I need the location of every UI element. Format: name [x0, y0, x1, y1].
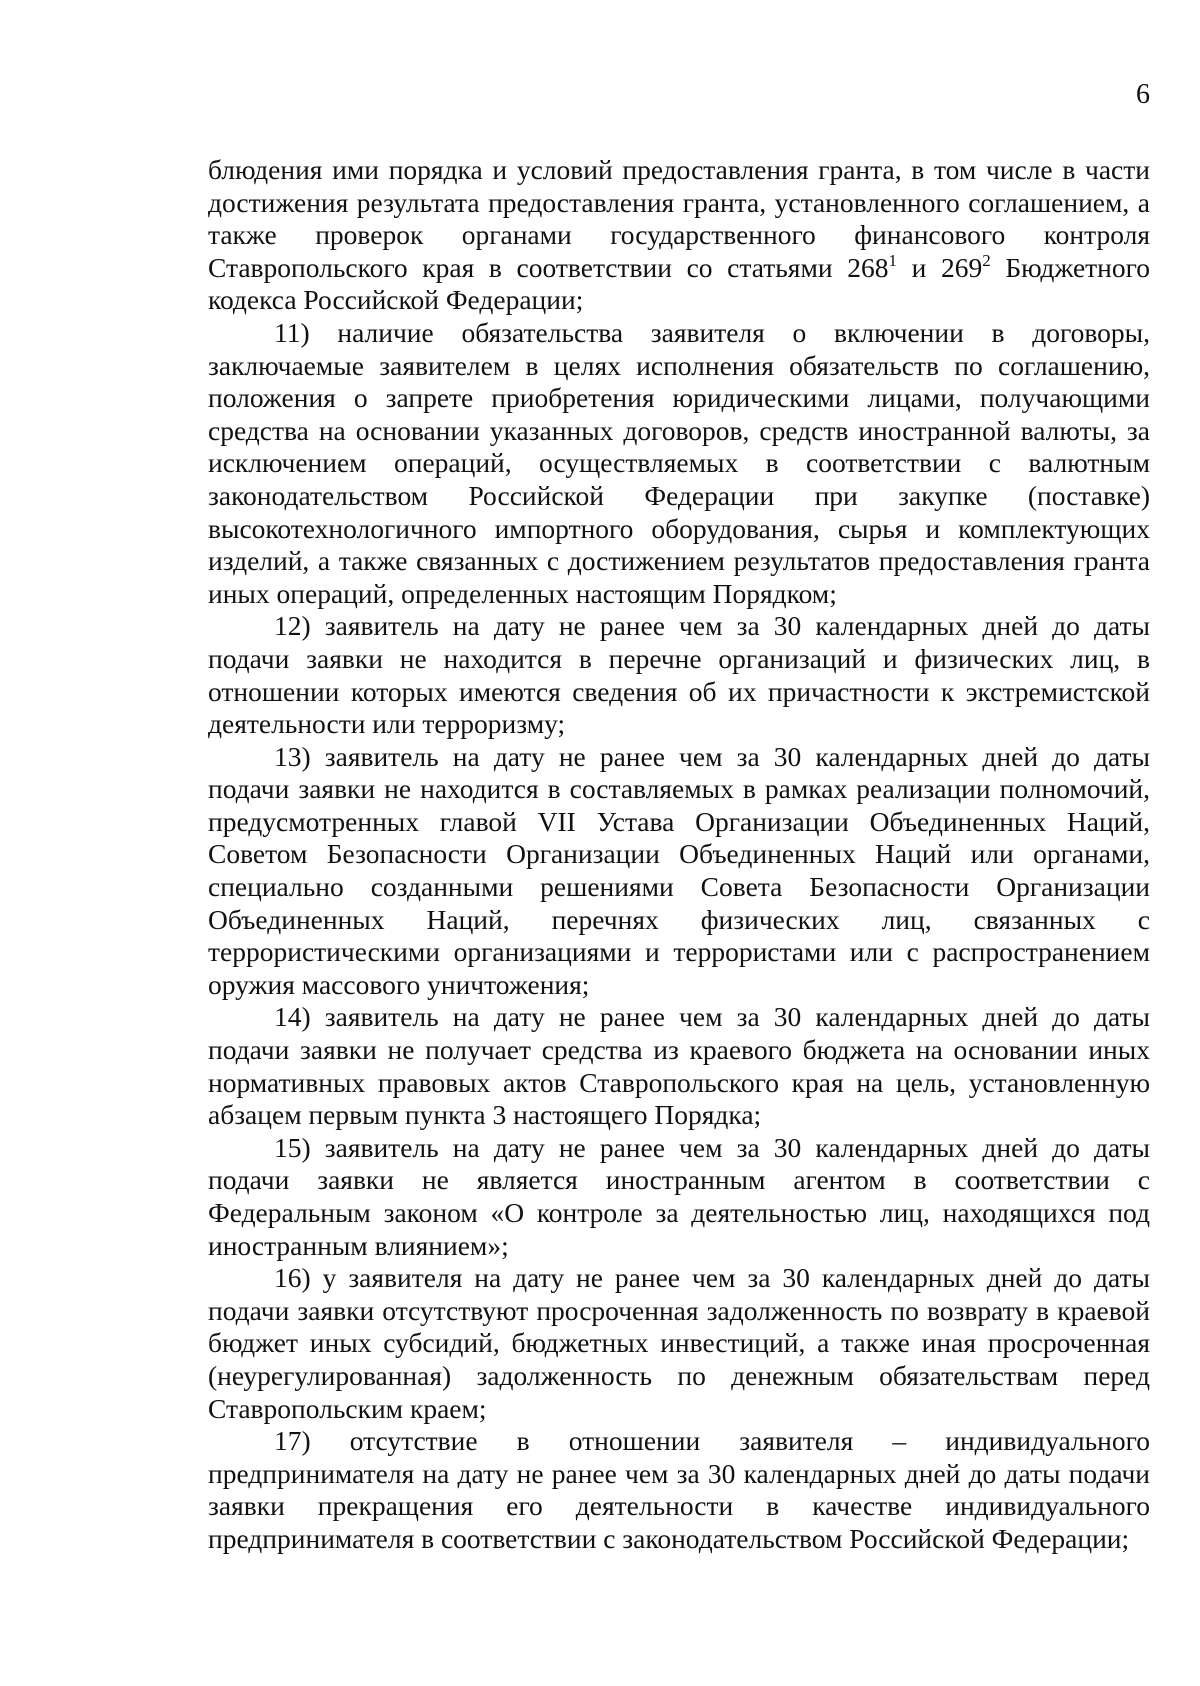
paragraph-item-16: 16) у заявителя на дату не ранее чем за 30 календарных дней до даты подачи заявки отсутствуют просроченная задолженность по возврату в краевой бюджет иных субсидий, бюджетных инвестиций, а также иная просроченная (неурегулированная) задолженность по денежным обязательствам перед Ставропольским краем;	[208, 1262, 1150, 1424]
superscript-number: 1	[888, 250, 897, 270]
page-number: 6	[1136, 79, 1150, 110]
paragraph-text: блюдения ими порядка и условий предоставления гранта, в том числе в части достижения результата предоставления гранта, установленного соглашением, а также проверок органами государственного финансового контроля Ставропольского края в соответствии со статьями 268	[208, 154, 1150, 283]
paragraph-item-14: 14) заявитель на дату не ранее чем за 30 календарных дней до даты подачи заявки не получает средства из краевого бюджета на основании иных нормативных правовых актов Ставропольского края на цель, установленную абзацем первым пункта 3 настоящего Порядка;	[208, 1001, 1150, 1131]
paragraph-item-11: 11) наличие обязательства заявителя о включении в договоры, заключаемые заявителем в целях исполнения обязательств по соглашению, положения о запрете приобретения юридическими лицами, получающими средства на основании указанных договоров, средств иностранной валюты, за исключением операций, осуществляемых в соответствии с валютным законодательством Российской Федерации при закупке (поставке) высокотехнологичного импортного оборудования, сырья и комплектующих изделий, а также связанных с достижением результатов предоставления гранта иных операций, определенных настоящим Порядком;	[208, 316, 1150, 609]
paragraph-item-12: 12) заявитель на дату не ранее чем за 30 календарных дней до даты подачи заявки не находится в перечне организаций и физических лиц, в отношении которых имеются сведения об их причастности к экстремистской деятельности или терроризму;	[208, 610, 1150, 740]
paragraph-item-13: 13) заявитель на дату не ранее чем за 30 календарных дней до даты подачи заявки не находится в составляемых в рамках реализации полномочий, предусмотренных главой VII Устава Организации Объединенных Наций, Советом Безопасности Организации Объединенных Наций или органами, специально созданными решениями Совета Безопасности Организации Объединенных Наций, перечнях физических лиц, связанных с террористическими организациями и террористами или с распространением оружия массового уничтожения;	[208, 740, 1150, 1000]
paragraph-text: и 269	[896, 251, 983, 283]
document-body	[208, 154, 1150, 1556]
paragraph-item-15: 15) заявитель на дату не ранее чем за 30 календарных дней до даты подачи заявки не является иностранным агентом в соответствии с Федеральным законом «О контроле за деятельностью лиц, находящихся под иностранным влиянием»;	[208, 1131, 1150, 1261]
paragraph-text: Бюджетного кодекса Российской Федерации;	[208, 251, 1150, 316]
superscript-number: 2	[982, 250, 991, 270]
paragraph-continuation	[208, 154, 1150, 317]
paragraph-item-17: 17) отсутствие в отношении заявителя – индивидуального предпринимателя на дату не ранее чем за 30 календарных дней до даты подачи заявки прекращения его деятельности в качестве индивидуального предпринимателя в соответствии с законодательством Российской Федерации;	[208, 1425, 1150, 1554]
